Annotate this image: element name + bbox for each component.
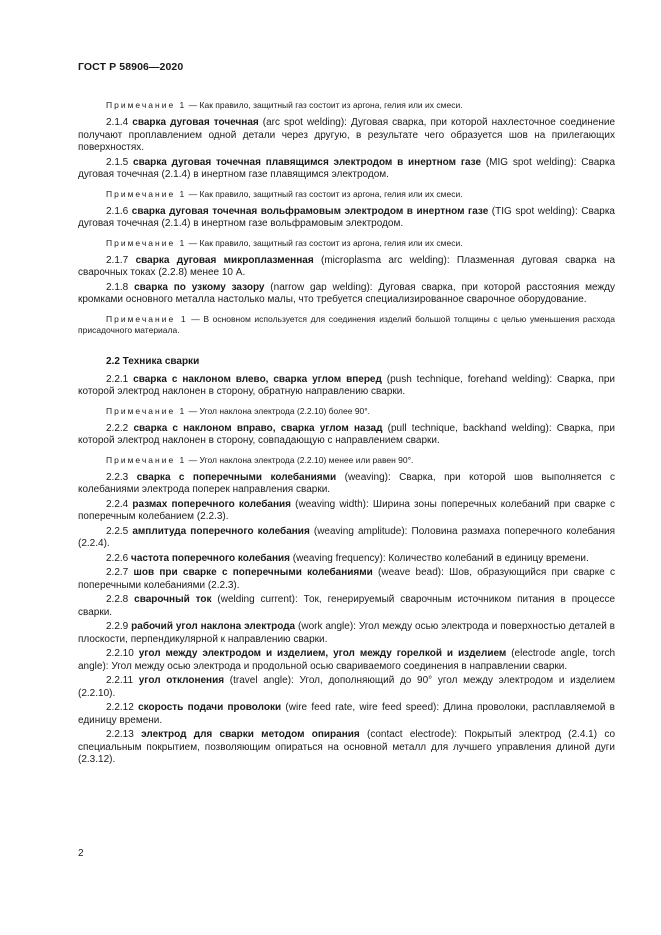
term-definition-paragraph xyxy=(78,526,615,551)
term-definition: (welding current): Ток, генерируемый сварочным источником питания в процессе сварки. xyxy=(78,594,616,618)
term-name: шов при сварке с поперечными колебаниями xyxy=(133,567,373,578)
term-name: частота поперечного колебания xyxy=(131,552,291,564)
term-definition: (electrode angle, torch angle): Угол между осью электрода и продольной осью свариваемого соединения в направлении сварки. xyxy=(78,648,616,672)
page-header-standard-number: ГОСТ Р 58906—2020 xyxy=(78,61,184,73)
term-definition: (weaving frequency): Количество колебаний в единицу времени. xyxy=(290,552,589,564)
term-definition: (TIG spot welding): Сварка дуговая точечная (2.1.4) в инертном газе вольфрамовым электродом. xyxy=(78,205,615,229)
note-paragraph xyxy=(78,314,615,336)
term-definition-paragraph xyxy=(78,499,615,524)
term-definition: (weaving width): Ширина зоны поперечных колебаний при сварке с поперечным колебанием (2.2.3). xyxy=(78,498,616,522)
note-paragraph xyxy=(78,406,615,417)
term-name: сварка с наклоном вправо, сварка углом назад xyxy=(133,422,383,434)
term-definition: (wire feed rate, wire feed speed): Длина проволоки, расплавляемой в единицу времени. xyxy=(78,702,615,726)
term-definition-paragraph xyxy=(78,675,615,700)
term-definition: (MIG spot welding): Сварка дуговая точечная (2.1.4) в инертном газе плавящимся электродом. xyxy=(78,156,616,180)
note-text: — Угол наклона электрода (2.2.10) менее или равен 90°. xyxy=(186,454,414,465)
term-name: амплитуда поперечного колебания xyxy=(132,525,310,537)
note-text: — Как правило, защитный газ состоит из аргона, гелия или их смеси. xyxy=(186,188,463,199)
term-definition-paragraph xyxy=(78,157,615,182)
note-label: Примечание 1 xyxy=(106,100,187,110)
note-paragraph xyxy=(78,238,615,249)
term-number: 2.2.3 xyxy=(106,471,129,483)
term-number: 2.2.10 xyxy=(106,648,134,659)
term-definition: (weave bead): Шов, образующийся при сварке с поперечными колебаниями (2.2.3). xyxy=(78,567,615,591)
term-definition-paragraph xyxy=(78,648,615,673)
term-definition: (weaving amplitude): Половина размаха поперечного колебания (2.2.4). xyxy=(78,525,616,549)
note-paragraph xyxy=(78,189,615,200)
term-number: 2.2.12 xyxy=(106,702,134,713)
term-definition-paragraph xyxy=(78,567,615,592)
term-name: скорость подачи проволоки xyxy=(138,702,282,713)
note-paragraph xyxy=(78,455,615,466)
term-number: 2.2.9 xyxy=(106,621,129,632)
term-definition: (work angle): Угол между осью электрода и поверхностью деталей в плоскости, перпендикулярной к направлению сварки. xyxy=(78,621,615,645)
note-label: Примечание 1 xyxy=(106,188,187,199)
term-definition: (narrow gap welding): Дуговая сварка, при которой расстояния между кромками основного металла настолько малы, что требуется специализированное сварочное оборудование. xyxy=(78,281,615,305)
term-name: сварка с наклоном влево, сварка углом вперед xyxy=(133,373,382,385)
term-number: 2.2.8 xyxy=(106,594,129,605)
note-text: — Как правило, защитный газ состоит из аргона, гелия или их смеси. xyxy=(186,237,463,248)
term-name: сварка дуговая точечная вольфрамовым электродом в инертном газе xyxy=(131,205,489,217)
term-name: сварка дуговая микроплазменная xyxy=(135,254,314,266)
term-name: электрод для сварки методом опирания xyxy=(141,729,360,740)
note-label: Примечание 1 xyxy=(106,313,188,324)
term-number: 2.2.2 xyxy=(106,422,129,434)
term-definition-paragraph xyxy=(78,621,615,646)
term-number: 2.2.5 xyxy=(106,525,129,537)
term-name: сварочный ток xyxy=(134,594,212,605)
term-number: 2.1.5 xyxy=(106,156,129,168)
term-definition: (travel angle): Угол, дополняющий до 90° угол между электродом и изделием (2.2.10). xyxy=(78,675,616,699)
term-definition-paragraph xyxy=(78,553,615,566)
section-heading: 2.2 Техника сварки xyxy=(106,355,200,367)
term-definition-paragraph xyxy=(78,594,615,619)
note-text: — В основном используется для соединения изделий большой толщины с целью уменьшения расхода присадочного материала. xyxy=(78,313,615,335)
term-number: 2.1.8 xyxy=(106,281,129,293)
term-number: 2.2.6 xyxy=(106,552,129,564)
term-name: сварка дуговая точечная плавящимся электродом в инертном газе xyxy=(133,156,482,168)
term-name: угол отклонения xyxy=(138,675,225,686)
term-definition: (weaving): Сварка, при которой шов выполняется с колебаниями электрода поперек направления сварки. xyxy=(78,471,615,495)
term-definition: (arc spot welding): Дуговая сварка, при которой нахлесточное соединение получают проплавлением одной детали через другую, в результате чего образуется шов на прилегающих поверхностях. xyxy=(78,117,616,153)
term-name: размах поперечного колебания xyxy=(132,498,292,510)
note-label: Примечание 1 xyxy=(106,405,187,416)
term-number: 2.2.4 xyxy=(106,498,129,510)
term-definition-paragraph xyxy=(78,255,615,280)
term-definition: (microplasma arc welding): Плазменная дуговая сварка на сварочных токах (2.2.8) менее 10 А. xyxy=(78,254,616,278)
term-definition-paragraph xyxy=(78,729,615,767)
term-number: 2.2.13 xyxy=(106,729,134,740)
document-body xyxy=(78,93,615,769)
term-definition-paragraph xyxy=(78,282,615,307)
term-name: сварка с поперечными колебаниями xyxy=(136,471,337,483)
term-name: рабочий угол наклона электрода xyxy=(131,621,296,632)
term-number: 2.1.7 xyxy=(106,254,129,266)
note-text: — Угол наклона электрода (2.2.10) более 90°. xyxy=(186,405,371,416)
term-definition-paragraph xyxy=(78,472,615,497)
note-paragraph xyxy=(78,100,615,111)
term-number: 2.1.4 xyxy=(106,117,129,128)
term-definition: (push technique, forehand welding): Сварка, при которой электрод наклонен в сторону, обратную направлению сварки. xyxy=(78,373,616,397)
term-definition-paragraph xyxy=(78,206,615,231)
page-number: 2 xyxy=(78,848,84,859)
term-number: 2.1.6 xyxy=(106,205,129,217)
term-definition-paragraph xyxy=(78,423,615,448)
term-number: 2.2.1 xyxy=(106,373,129,385)
note-label: Примечание 1 xyxy=(106,454,187,465)
note-label: Примечание 1 xyxy=(106,237,187,248)
term-name: сварка по узкому зазору xyxy=(134,281,265,293)
term-name: угол между электродом и изделием, угол между горелкой и изделием xyxy=(138,648,507,659)
term-definition-paragraph xyxy=(78,374,615,399)
note-text: — Как правило, защитный газ состоит из аргона, гелия или их смеси. xyxy=(186,100,463,110)
term-definition: (contact electrode): Покрытый электрод (2.4.1) со специальным покрытием, позволяющим опираться на основной металл для лучшего управления длиной дуги (2.3.12). xyxy=(78,729,616,765)
term-number: 2.2.7 xyxy=(106,567,129,578)
term-number: 2.2.11 xyxy=(106,675,134,686)
term-definition-paragraph xyxy=(78,117,615,155)
term-name: сварка дуговая точечная xyxy=(132,117,259,128)
term-definition: (pull technique, backhand welding): Сварка, при которой электрод наклонен в сторону, совпадающую с направлением сварки. xyxy=(78,422,616,446)
term-definition-paragraph xyxy=(78,702,615,727)
